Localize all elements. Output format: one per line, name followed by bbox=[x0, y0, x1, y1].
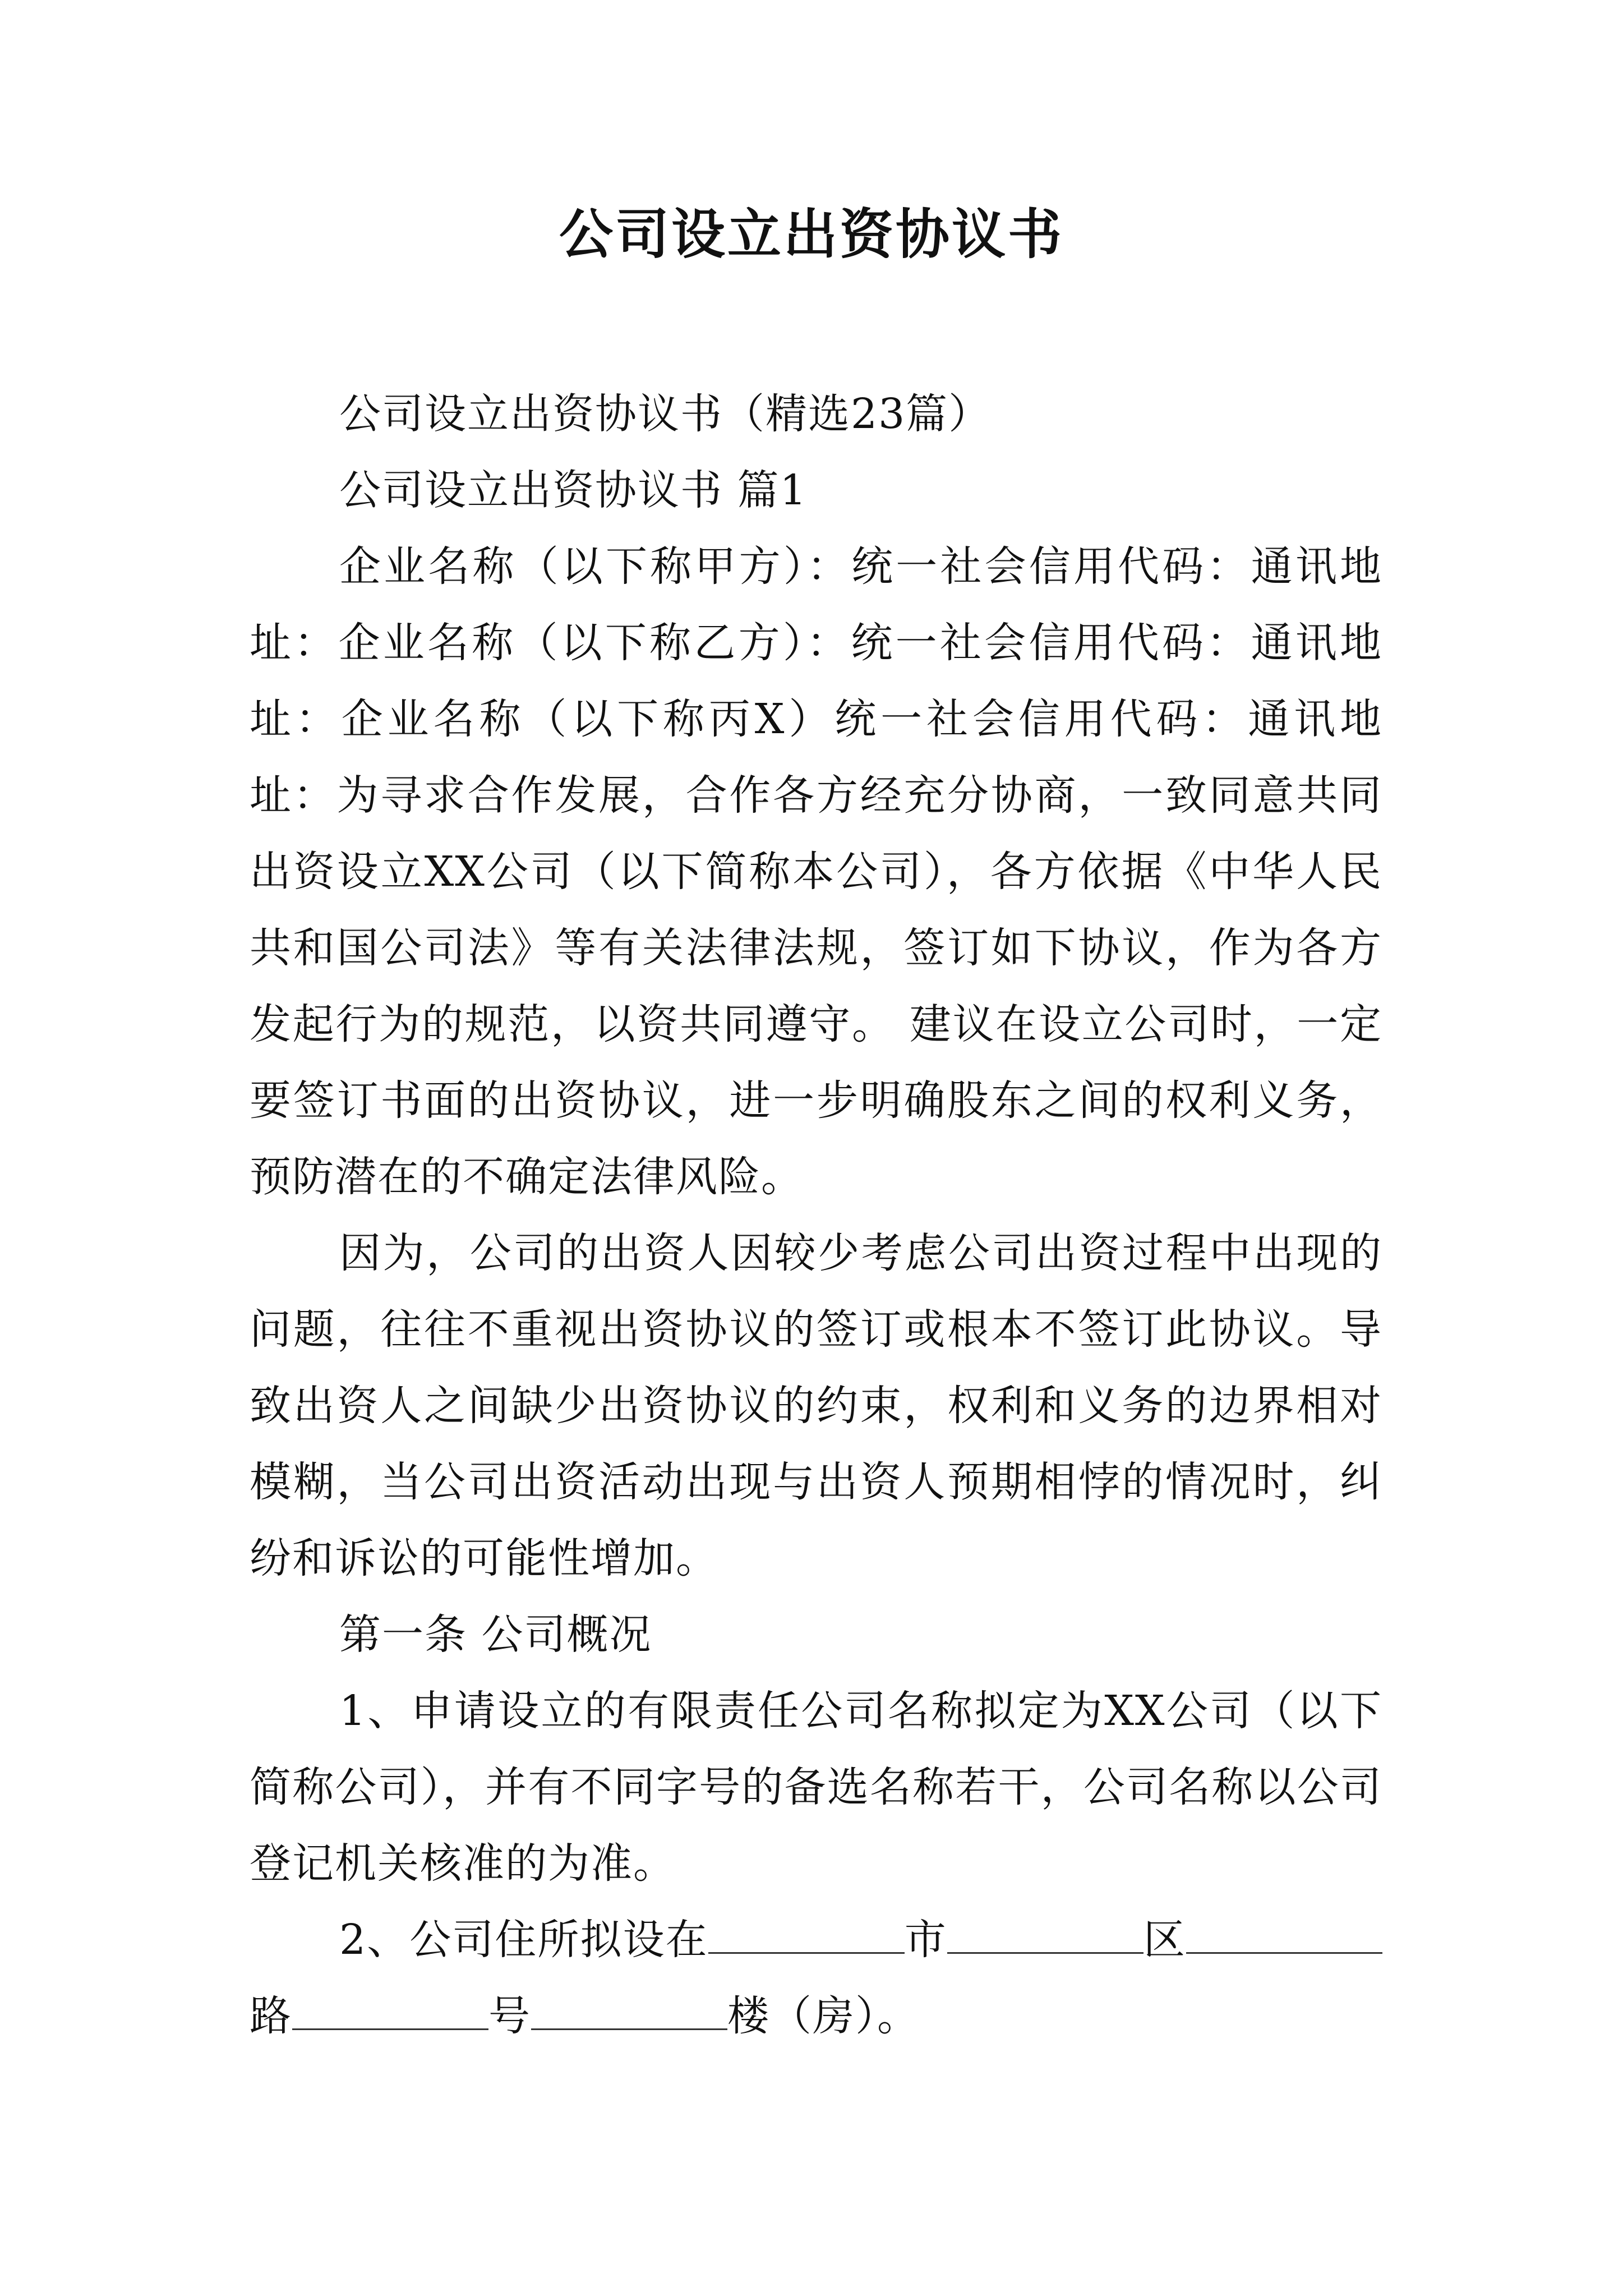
building-blank bbox=[531, 1984, 727, 2030]
paragraph: 企业名称（以下称甲方）：统一社会信用代码：通讯地址：企业名称（以下称乙方）：统一社会信用代码：通讯地址：企业名称（以下称丙X）统一社会信用代码：通讯地址：为寻求合作发展，合作各方经充分协商，一致同意共同出资设立XX公司（以下简称本公司），各方依据《中华人民共和国公司法》等有关法律法规，签订如下协议，作为各方发起行为的规范，以资共同遵守。 建议在设立公司时，一定要签订书面的出资协议，进一步明确股东之间的权利义务，预防潜在的不确定法律风险。 bbox=[250, 542, 1382, 1201]
district-blank bbox=[947, 1907, 1144, 1954]
paragraph: 因为，公司的出资人因较少考虑公司出资过程中出现的问题，往往不重视出资协议的签订或根本不签订此协议。导致出资人之间缺少出资协议的约束，权利和义务的边界相对模糊，当公司出资活动出现与出资人预期相悖的情况时，纠纷和诉讼的可能性增加。 bbox=[250, 1229, 1382, 1582]
number-blank bbox=[292, 1984, 488, 2030]
number-label: 号 bbox=[488, 1992, 531, 2040]
paragraph: 公司设立出资协议书 篇1 bbox=[339, 466, 808, 514]
paragraph: 第一条 公司概况 bbox=[339, 1611, 652, 1659]
city-blank bbox=[708, 1907, 905, 1954]
building-label: 楼（房）。 bbox=[727, 1992, 920, 2040]
paragraph: 公司设立出资协议书（精选23篇） bbox=[339, 390, 992, 438]
road-blank bbox=[1186, 1907, 1382, 1954]
document-title: 公司设立出资协议书 bbox=[559, 203, 1064, 266]
address-paragraph bbox=[250, 1902, 1382, 2054]
document-body bbox=[250, 376, 1382, 2054]
address-prefix: 2、公司住所拟设在 bbox=[339, 1916, 708, 1964]
paragraph: 1、申请设立的有限责任公司名称拟定为XX公司（以下简称公司），并有不同字号的备选名称若干，公司名称以公司登记机关核准的为准。 bbox=[250, 1687, 1382, 1888]
city-label: 市 bbox=[904, 1916, 947, 1964]
district-label: 区 bbox=[1143, 1916, 1186, 1964]
road-label: 路 bbox=[250, 1992, 292, 2040]
